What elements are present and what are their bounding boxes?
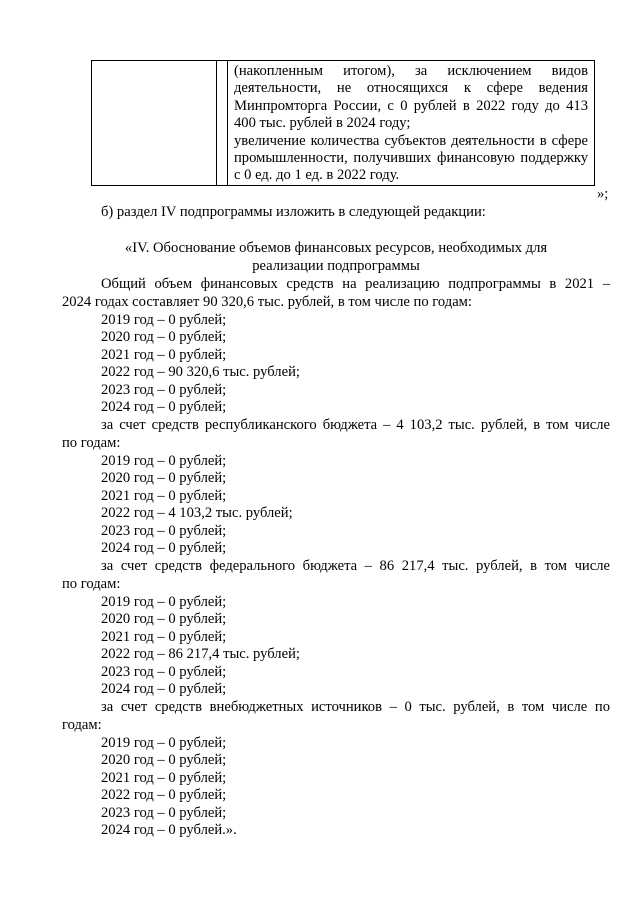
republic-year-2019: 2019 год – 0 рублей; (101, 453, 227, 469)
federal-year-2024: 2024 год – 0 рублей; (101, 681, 227, 697)
total-year-2023: 2023 год – 0 рублей; (101, 382, 227, 398)
extra-year-2021: 2021 год – 0 рублей; (101, 770, 227, 786)
republic-year-2022: 2022 год – 4 103,2 тыс. рублей; (101, 505, 293, 521)
federal-year-2019: 2019 год – 0 рублей; (101, 594, 227, 610)
cell-paragraph-2: увеличение количества субъектов деятельности в сфере промышленности, получивших финансовую поддержку с 0 ед. до 1 ед. в 2022 году. (234, 132, 588, 184)
republic-paragraph-line-1: за счет средств республиканского бюджета – 4 103,2 тыс. рублей, в том числе (101, 417, 610, 433)
federal-paragraph-line-2: по годам: (62, 576, 121, 592)
total-paragraph-line-2: 2024 годах составляет 90 320,6 тыс. рублей, в том числе по годам: (62, 294, 472, 310)
federal-year-2023: 2023 год – 0 рублей; (101, 664, 227, 680)
federal-year-2020: 2020 год – 0 рублей; (101, 611, 227, 627)
table-cell-empty-1 (92, 61, 217, 186)
federal-paragraph-line-1: за счет средств федерального бюджета – 86 217,4 тыс. рублей, в том числе (101, 558, 610, 574)
extra-paragraph-line-2: годам: (62, 717, 102, 733)
extra-year-2020: 2020 год – 0 рублей; (101, 752, 227, 768)
table-fragment (91, 60, 595, 186)
total-paragraph-line-1: Общий объем финансовых средств на реализацию подпрограммы в 2021 – (101, 276, 610, 292)
republic-year-2024: 2024 год – 0 рублей; (101, 540, 227, 556)
extra-paragraph-line-1: за счет средств внебюджетных источников – 0 тыс. рублей, в том числе по (101, 699, 610, 715)
republic-year-2020: 2020 год – 0 рублей; (101, 470, 227, 486)
federal-year-2022: 2022 год – 86 217,4 тыс. рублей; (101, 646, 300, 662)
extra-year-2023: 2023 год – 0 рублей; (101, 805, 227, 821)
table-cell-empty-2 (217, 61, 228, 186)
section-title-line-2: реализации подпрограммы (252, 258, 420, 274)
total-year-2019: 2019 год – 0 рублей; (101, 312, 227, 328)
extra-year-2022: 2022 год – 0 рублей; (101, 787, 227, 803)
republic-year-2023: 2023 год – 0 рублей; (101, 523, 227, 539)
republic-paragraph-line-2: по годам: (62, 435, 121, 451)
total-year-2020: 2020 год – 0 рублей; (101, 329, 227, 345)
item-b-line: б) раздел IV подпрограммы изложить в следующей редакции: (101, 204, 486, 220)
extra-year-2019: 2019 год – 0 рублей; (101, 735, 227, 751)
total-year-2024: 2024 год – 0 рублей; (101, 399, 227, 415)
extra-year-2024: 2024 год – 0 рублей.». (101, 822, 237, 838)
federal-year-2021: 2021 год – 0 рублей; (101, 629, 227, 645)
closing-quote: »; (597, 186, 609, 202)
total-year-2021: 2021 год – 0 рублей; (101, 347, 227, 363)
section-title-line-1: «IV. Обоснование объемов финансовых ресурсов, необходимых для (124, 240, 548, 256)
republic-year-2021: 2021 год – 0 рублей; (101, 488, 227, 504)
table-cell-text (228, 61, 595, 186)
cell-paragraph-1: (накопленным итогом), за исключением видов деятельности, не относящихся к сфере ведения Минпромторга России, с 0 рублей в 2022 году до 413 400 тыс. рублей в 2024 году; (234, 63, 588, 132)
total-year-2022: 2022 год – 90 320,6 тыс. рублей; (101, 364, 300, 380)
